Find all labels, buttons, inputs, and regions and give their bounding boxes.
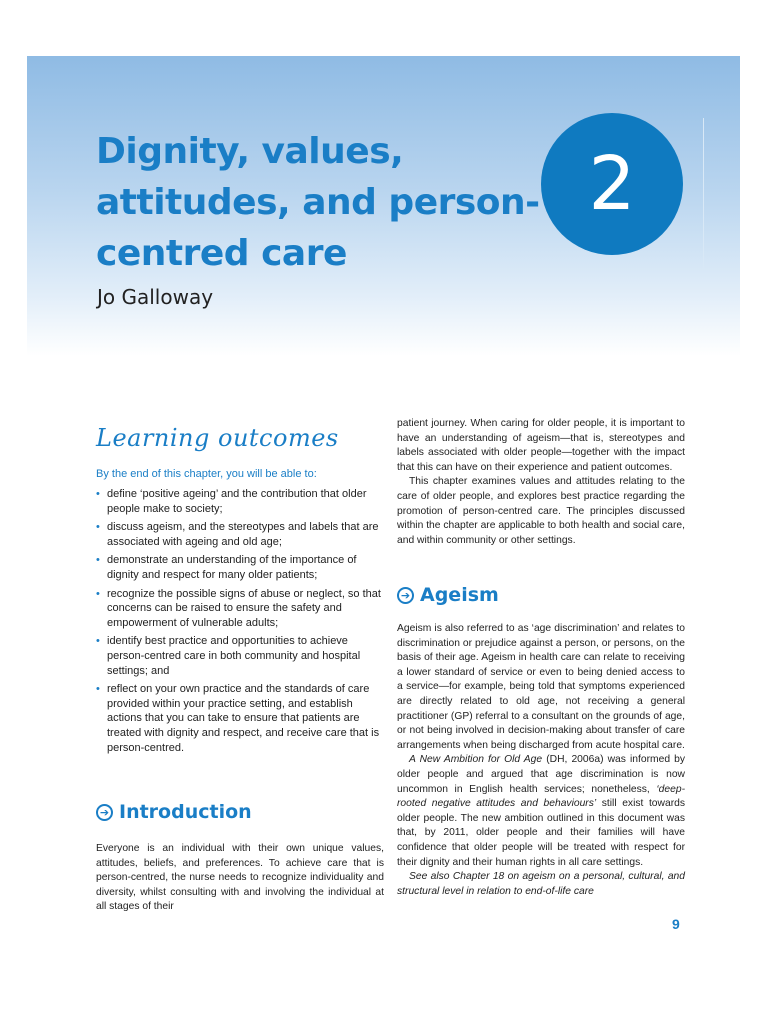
- bullet-icon: •: [96, 521, 100, 534]
- list-item: [96, 634, 388, 678]
- ageism-para2-part-a: (DH, 2006a) was informed by older people and argued that age discrimination is now uncommon in English health services; nonetheless,: [397, 754, 686, 795]
- introduction-paragraph: [96, 842, 384, 915]
- learning-outcomes-list: [96, 487, 388, 759]
- list-item: [96, 682, 388, 755]
- ageism-para2-part-b: still exist towards older people. The new ambition outlined in this document was that, by 2011, older people and their families will have confidence that older people will be treated with respect for their dignity and their human rights in all care settings.: [397, 798, 685, 868]
- chapter-title: Dignity, values, attitudes, and person-centred care: [96, 131, 540, 274]
- bullet-icon: •: [96, 587, 100, 600]
- list-item-text: reflect on your own practice and the standards of care provided within your practice setting, and establish actions that you can take to ensure that patients are treated with dignity and respect, and receive care that is person-centred.: [107, 683, 380, 754]
- introduction-continued-text: patient journey. When caring for older people, it is important to have an understanding of ageism—that is, stereotypes and labels associated with older people—together with the impact that this can have on their experience and patient outcomes.: [397, 418, 685, 473]
- list-item: [96, 587, 388, 631]
- introduction-heading-text: Introduction: [119, 801, 252, 823]
- introduction-heading: [96, 801, 252, 823]
- arrow-right-icon: ➔: [397, 587, 414, 604]
- chapter-author: Jo Galloway: [97, 285, 214, 309]
- list-item-text: discuss ageism, and the stereotypes and labels that are associated with ageing and old age;: [107, 521, 379, 548]
- list-item: [96, 520, 388, 549]
- ageism-heading: [397, 584, 499, 606]
- list-item-text: demonstrate an understanding of the importance of dignity and respect for many older patients;: [107, 554, 357, 581]
- see-also-text: See also Chapter 18 on ageism on a personal, cultural, and structural level in relation to end-of-life care: [397, 871, 685, 897]
- introduction-text: Everyone is an individual with their own unique values, attitudes, beliefs, and preferences. To achieve care that is person-centred, the nurse needs to recognize individuality and diversity, whilst consulting with and involving the individual at all stages of their: [96, 843, 384, 913]
- see-also-note: [397, 870, 685, 899]
- bullet-icon: •: [96, 683, 100, 696]
- list-item-text: define ‘positive ageing’ and the contribution that older people make to society;: [107, 488, 367, 515]
- ageism-para2: [397, 753, 685, 870]
- bullet-icon: •: [96, 488, 100, 500]
- bullet-icon: •: [96, 635, 100, 648]
- bullet-icon: •: [96, 554, 100, 567]
- list-item-text: recognize the possible signs of abuse or neglect, so that concerns can be raised to ensure the safety and empowerment of vulnerable adults;: [107, 587, 381, 629]
- ageism-heading-text: Ageism: [420, 584, 499, 606]
- header-divider-line: [703, 118, 704, 270]
- list-item: [96, 487, 388, 516]
- introduction-para2-text: This chapter examines values and attitudes relating to the care of older people, and explores best practice regarding the promotion of person-centred care. The principles discussed within the chapter are applicable to both health and social care, and within community or other settings.: [397, 476, 685, 546]
- arrow-right-icon: ➔: [96, 804, 113, 821]
- list-item-text: identify best practice and opportunities to achieve person-centred care in both community and hospital settings; and: [107, 635, 361, 677]
- page-number: 9: [672, 916, 680, 932]
- ageism-para1-text: Ageism is also referred to as ‘age discrimination’ and relates to discrimination or prejudice against a person, or persons, on the basis of their age. Ageism in health care can relate to receiving a lower standard of service or even to being denied access to a service—for example, being told that symptoms experienced are directly related to old age, not receiving a general practitioner (GP) referral to a consultant on the grounds of age, or not being involved in decision-making about transfer of care arrangements when being discharged from acute hospital care.: [397, 623, 685, 751]
- learning-outcomes-intro: By the end of this chapter, you will be able to:: [96, 468, 317, 480]
- chapter-number: 2: [588, 141, 636, 227]
- quote-text: ‘deep-rooted negative attitudes and behaviours’: [397, 783, 685, 810]
- publication-title: A New Ambition for Old Age: [409, 754, 543, 766]
- ageism-body: [397, 622, 685, 899]
- chapter-number-badge: [541, 113, 683, 255]
- list-item: [96, 553, 388, 582]
- learning-outcomes-heading: Learning outcomes: [96, 424, 339, 452]
- introduction-continued: [397, 417, 685, 548]
